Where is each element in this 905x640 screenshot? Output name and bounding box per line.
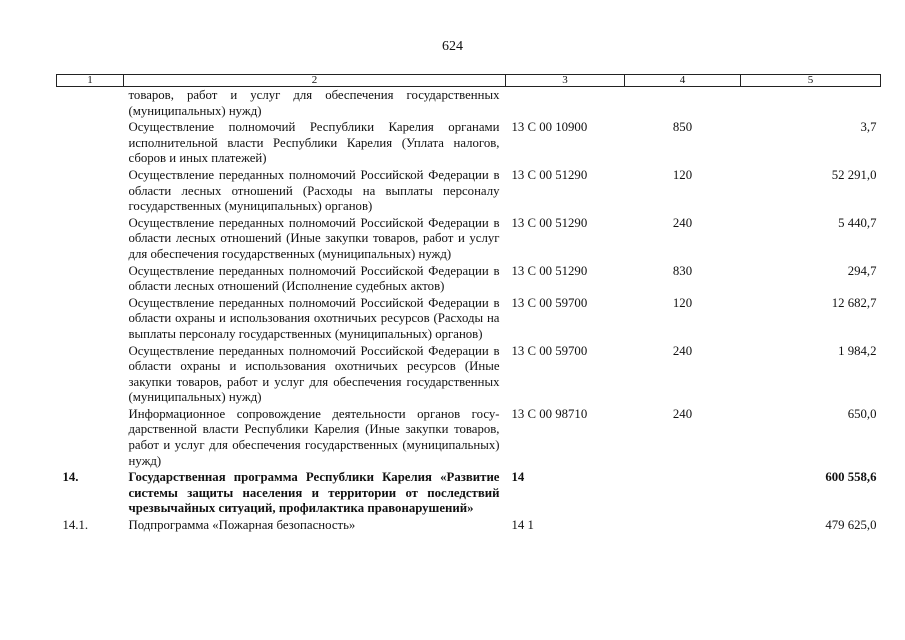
table-row [57,344,881,407]
row-description-cell: Осуществление переданных полномочий Российской Федерации в области охраны и использования охотничьих ресурсов (Иные закупки товаров, работ и услуг для обеспечения государственных (муниципальных) нужд) [128,343,500,405]
column-header-4: 4 [625,75,741,87]
header-row [57,75,881,87]
row-number-cell [57,296,124,344]
row-amount-cell: 1 984,2 [838,343,877,358]
row-number-cell [57,120,124,168]
row-expense-kind-cell: 120 [672,295,693,310]
row-expense-kind-cell: 240 [672,343,693,358]
row-target-code-cell: 13 С 00 51290 [511,167,588,182]
row-description-cell: Осуществление переданных полномочий Российской Федерации в области охраны и использования охотничьих ресурсов (Расходы на выплаты персоналу государственных (муниципальных) органов) [128,295,500,341]
row-expense-kind-cell: 850 [672,120,693,135]
table-row [57,216,881,264]
row-amount-cell: 52 291,0 [831,167,877,182]
row-amount-cell: 3,7 [860,120,877,135]
row-description-cell: Подпрограмма «Пожарная безопасность» [128,518,356,533]
column-header-5: 5 [741,75,881,87]
row-target-code-cell: 13 С 00 51290 [511,215,588,230]
row-description-cell: Государственная программа Республики Карелия «Развитие системы защиты населения и территории от последствий чрезвычайных ситуаций, профилактика правонарушений» [128,470,500,516]
row-amount-cell: 12 682,7 [831,295,877,310]
table-row [57,407,881,470]
row-amount-cell: 5 440,7 [838,215,877,230]
table-header [57,75,881,87]
table-row [57,168,881,216]
row-expense-kind-cell [625,87,741,121]
row-target-code-cell: 13 С 00 59700 [511,343,588,358]
row-description-cell: Осуществление переданных полномочий Российской Федерации в области лесных отношений (Исполнение судебных актов) [128,263,500,294]
row-description-cell: Осуществление переданных полномочий Российской Федерации в области лесных отношений (Иные закупки товаров, работ и услуг для обеспечения государственных (муниципальных) нужд) [128,215,500,261]
column-header-2: 2 [124,75,506,87]
row-description-cell: Осуществление переданных полномочий Российской Федерации в области лесных отношений (Расходы на выплаты персоналу государственных (муниципальных) органов) [128,167,500,214]
column-header-3: 3 [506,75,625,87]
table-row [57,518,881,535]
row-number-cell: 14. [62,470,79,485]
row-target-code-cell: 14 [511,470,525,485]
row-expense-kind-cell [625,518,741,535]
table-row [57,87,881,121]
row-target-code-cell: 14 1 [511,518,534,533]
row-target-code-cell: 13 С 00 10900 [511,120,588,135]
row-number-cell [57,168,124,216]
page-number: 624 [442,39,463,54]
row-description-cell: товаров, работ и услуг для обеспечения государственных (муниципальных) нужд) [128,88,500,118]
row-amount-cell: 600 558,6 [825,470,877,485]
row-number-cell [57,344,124,407]
table-row [57,296,881,344]
row-amount-cell [741,87,881,121]
table-row [57,120,881,168]
row-number-cell [57,87,124,121]
row-expense-kind-cell [625,470,741,518]
row-number-cell [57,216,124,264]
budget-table [56,74,881,535]
column-header-1: 1 [57,75,124,87]
row-expense-kind-cell: 120 [672,167,693,182]
row-target-code-cell: 13 С 00 59700 [511,295,588,310]
row-description-cell: Осуществление полномочий Республики Карелия органами исполнительной власти Республики Карелия (Уплата налогов, сборов и иных платежей) [128,120,500,166]
row-number-cell [57,407,124,470]
row-amount-cell: 650,0 [847,406,877,421]
row-expense-kind-cell: 240 [672,215,693,230]
row-description-cell: Информационное сопровождение деятельности органов государственной власти Республики Карелия (Иные закупки товаров, работ и услуг для обеспечения государственных (муниципальных) нужд) [128,406,500,468]
row-number-cell: 14.1. [62,518,89,533]
row-amount-cell: 294,7 [847,263,877,278]
row-target-code-cell: 13 С 00 98710 [511,406,588,421]
row-expense-kind-cell: 240 [672,406,693,421]
table-body [57,87,881,535]
row-number-cell [57,264,124,296]
table-row [57,264,881,296]
row-expense-kind-cell: 830 [672,263,693,278]
table-row [57,470,881,518]
row-amount-cell: 479 625,0 [825,518,877,533]
row-target-code-cell [506,87,625,121]
row-target-code-cell: 13 С 00 51290 [511,263,588,278]
